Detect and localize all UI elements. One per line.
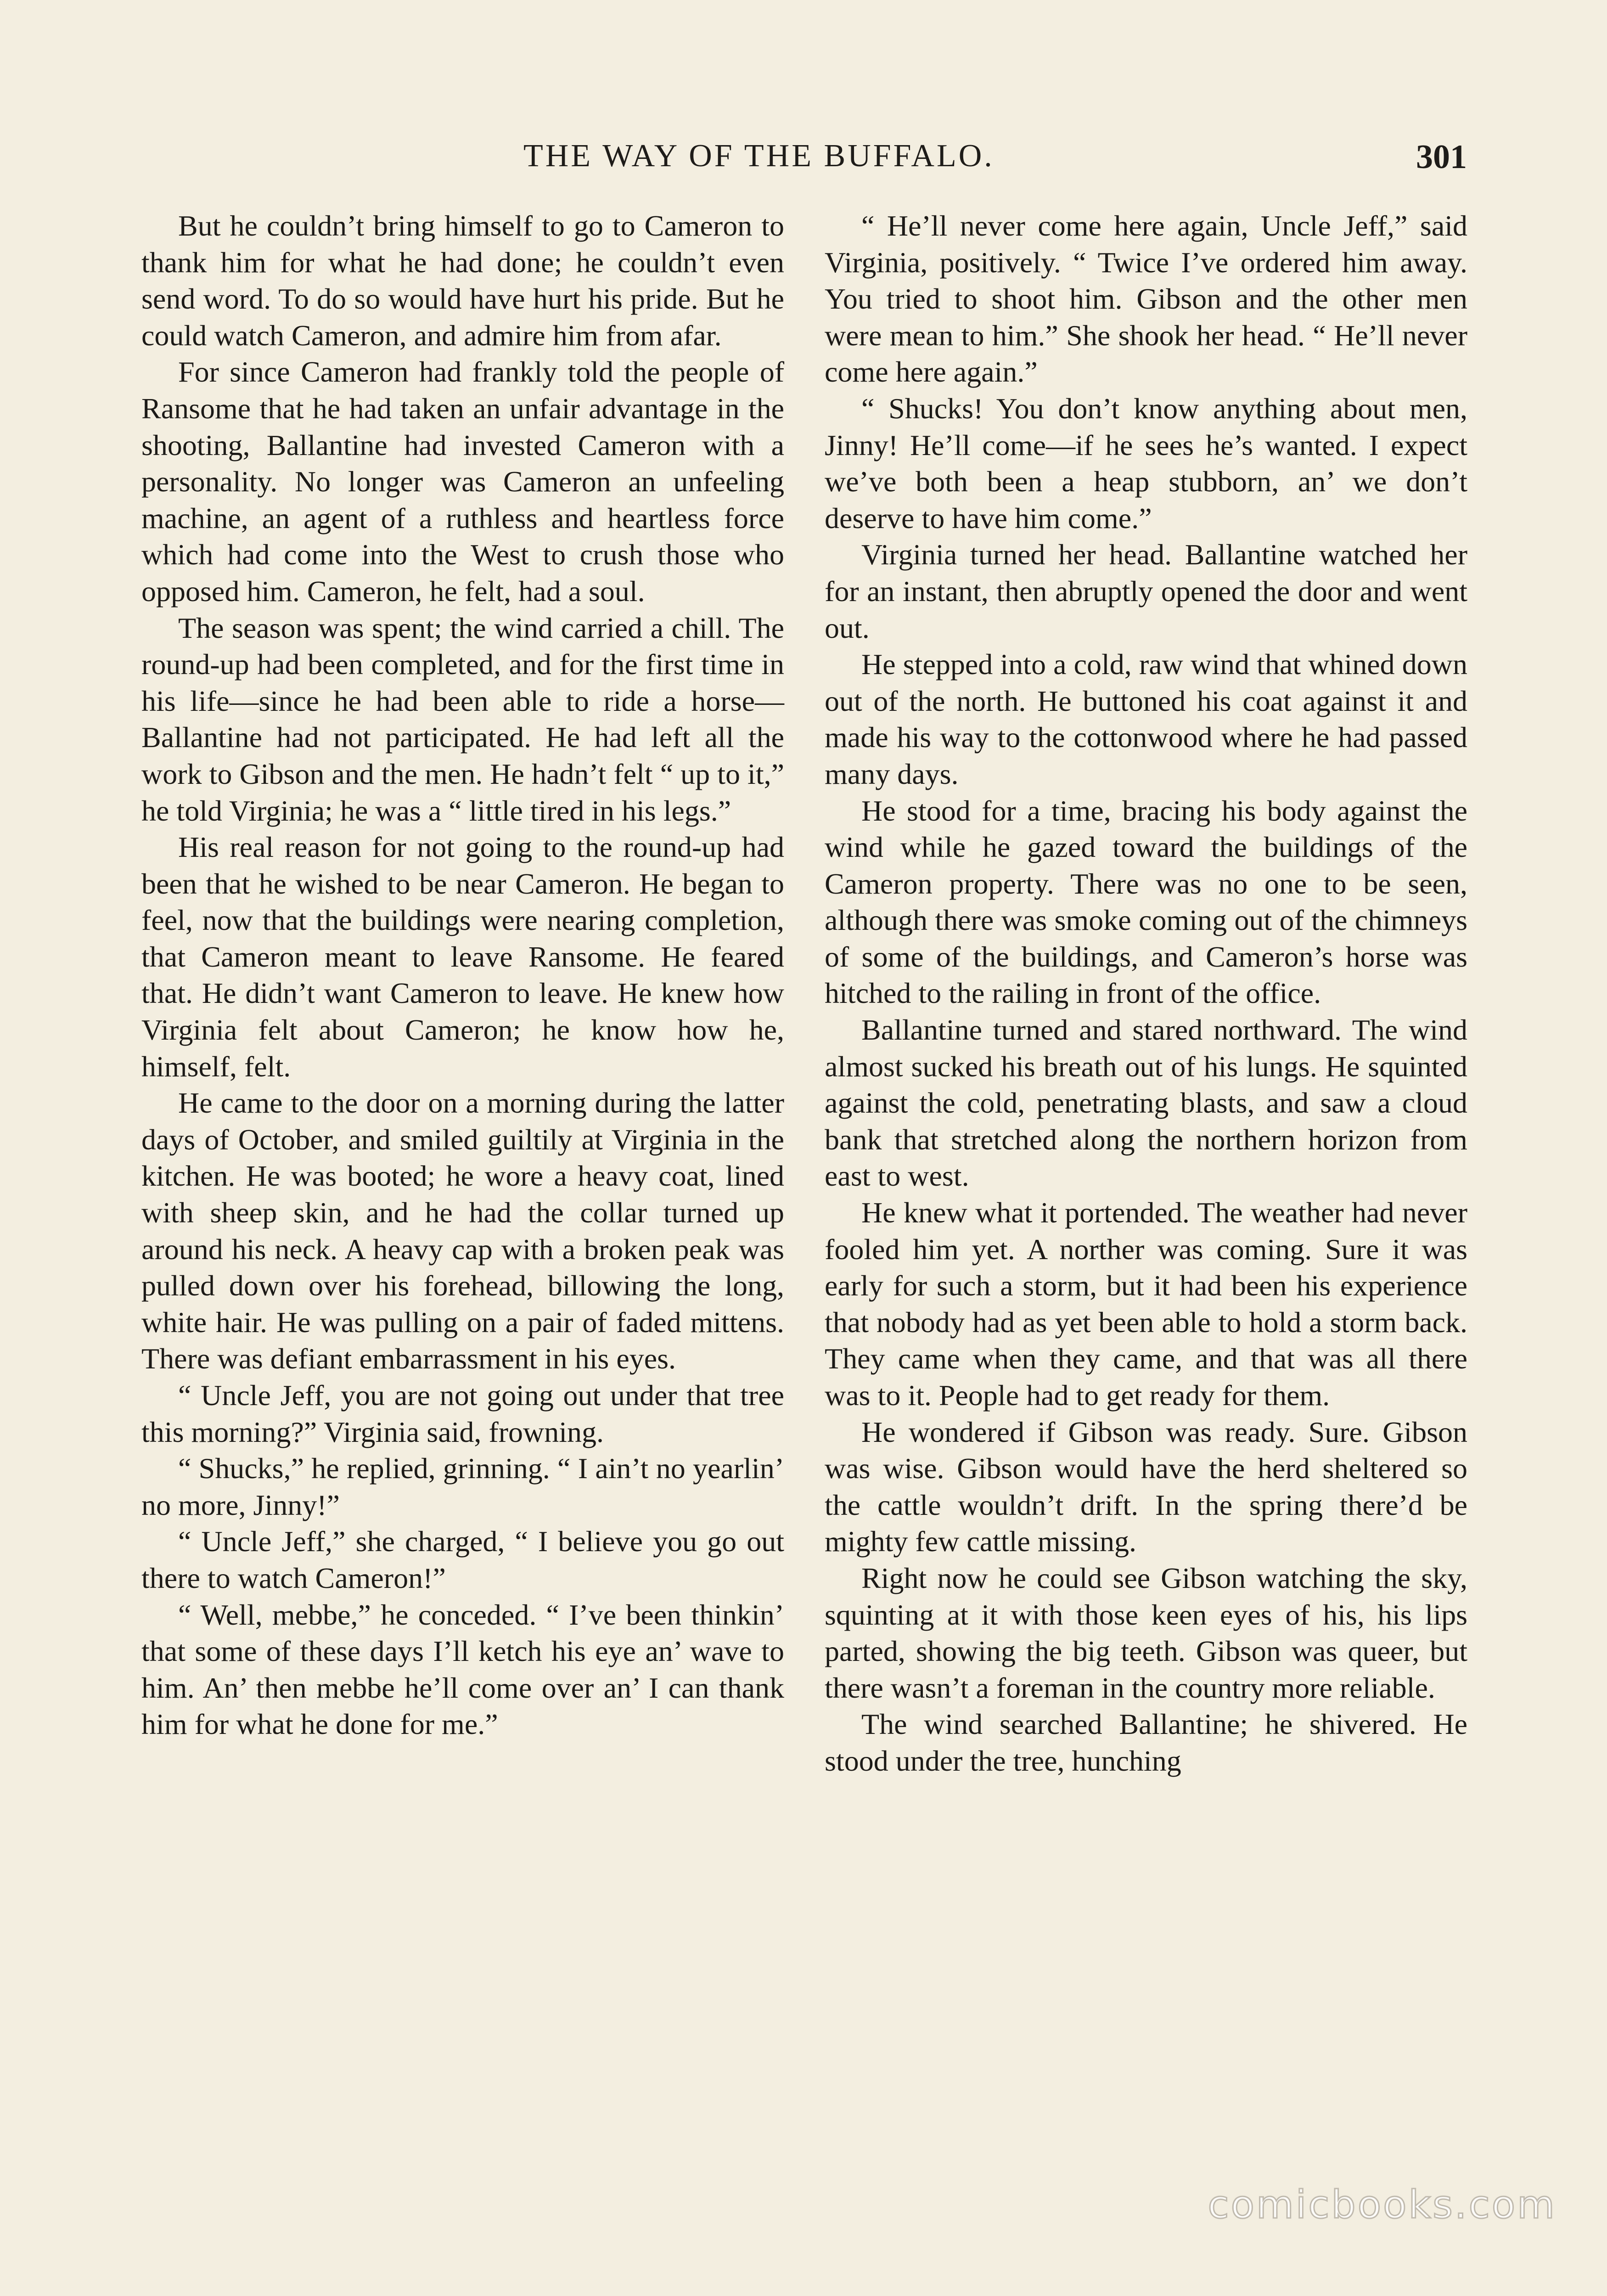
paragraph: He stood for a time, bracing his body against the wind while he gazed toward the buildings of the Cameron property. There was no one to be seen, although there was smoke coming out of the chimneys of some of the buildings, and Cameron’s horse was hitched to the railing in front of the office.: [825, 794, 1467, 1010]
paragraph: The wind searched Ballantine; he shivered. He stood under the tree, hunching: [825, 1708, 1467, 1777]
paragraph: He wondered if Gibson was ready. Sure. Gibson was wise. Gibson would have the herd sheltered so the cattle wouldn’t drift. In the spring there’d be mighty few cattle missing.: [825, 1415, 1467, 1558]
paragraph: “ Shucks! You don’t know anything about men, Jinny! He’ll come—if he sees he’s wanted. I expect we’ve both been a heap stubborn, an’ we don’t deserve to have him come.”: [825, 392, 1467, 535]
left-column: [141, 208, 784, 1743]
right-column: [825, 208, 1467, 1779]
paragraph: But he couldn’t bring himself to go to Cameron to thank him for what he had done; he couldn’t even send word. To do so would have hurt his pride. But he could watch Cameron, and admire him from afar.: [141, 209, 784, 352]
paragraph: “ Uncle Jeff, you are not going out under that tree this morning?” Virginia said, frowning.: [141, 1379, 784, 1448]
paragraph: Virginia turned her head. Ballantine watched her for an instant, then abruptly opened the door and went out.: [825, 538, 1467, 644]
paragraph: “ Shucks,” he replied, grinning. “ I ain’t no yearlin’ no more, Jinny!”: [141, 1452, 784, 1521]
paragraph: He came to the door on a morning during the latter days of October, and smiled guiltily at Virginia in the kitchen. He was booted; he wore a heavy coat, lined with sheep skin, and he had the collar turned up around his neck. A heavy cap with a broken peak was pulled down over his forehead, billowing the long, white hair. He was pulling on a pair of faded mittens. There was defiant embarrassment in his eyes.: [141, 1086, 784, 1375]
paragraph: “ Well, mebbe,” he conceded. “ I’ve been thinkin’ that some of these days I’ll ketch his eye an’ wave to him. An’ then mebbe he’ll come over an’ I can thank him for what he done for me.”: [141, 1598, 784, 1741]
paragraph: He knew what it portended. The weather had never fooled him yet. A norther was coming. Sure it was early for such a storm, but it had been his experience that nobody had as yet been able to hold a storm back. They came when they came, and that was all there was to it. People had to get ready for them.: [825, 1196, 1467, 1412]
paragraph: The season was spent; the wind carried a chill. The round-up had been completed, and for the first time in his life—since he had been able to ride a horse—Ballantine had not participated. He had left all the work to Gibson and the men. He hadn’t felt “ up to it,” he told Virginia; he was a “ little tired in his legs.”: [141, 611, 784, 827]
paragraph: His real reason for not going to the round-up had been that he wished to be near Cameron. He began to feel, now that the buildings were nearing completion, that Cameron meant to leave Ransome. He feared that. He didn’t want Cameron to leave. He knew how Virginia felt about Cameron; he know how he, himself, felt.: [141, 831, 784, 1083]
running-title: THE WAY OF THE BUFFALO.: [523, 138, 995, 174]
paragraph: For since Cameron had frankly told the people of Ransome that he had taken an unfair advantage in the shooting, Ballantine had invested Cameron with a personality. No longer was Cameron an unfeeling machine, an agent of a ruthless and heartless force which had come into the West to crush those who opposed him. Cameron, he felt, had a soul.: [141, 355, 784, 608]
paragraph: He stepped into a cold, raw wind that whined down out of the north. He buttoned his coat against it and made his way to the cottonwood where he had passed many days.: [825, 648, 1467, 790]
paragraph: “ He’ll never come here again, Uncle Jeff,” said Virginia, positively. “ Twice I’ve ordered him away. You tried to shoot him. Gibson and the other men were mean to him.” She shook her head. “ He’ll never come here again.”: [825, 209, 1467, 388]
paragraph: Right now he could see Gibson watching the sky, squinting at it with those keen eyes of his, his lips parted, showing the big teeth. Gibson was queer, but there wasn’t a foreman in the country more reliable.: [825, 1561, 1467, 1704]
watermark: comicbooks.com: [1208, 2182, 1556, 2227]
page-number: 301: [1416, 138, 1467, 176]
paragraph: “ Uncle Jeff,” she charged, “ I believe you go out there to watch Cameron!”: [141, 1525, 784, 1594]
paragraph: Ballantine turned and stared northward. The wind almost sucked his breath out of his lungs. He squinted against the cold, penetrating blasts, and saw a cloud bank that stretched along the northern horizon from east to west.: [825, 1013, 1467, 1193]
